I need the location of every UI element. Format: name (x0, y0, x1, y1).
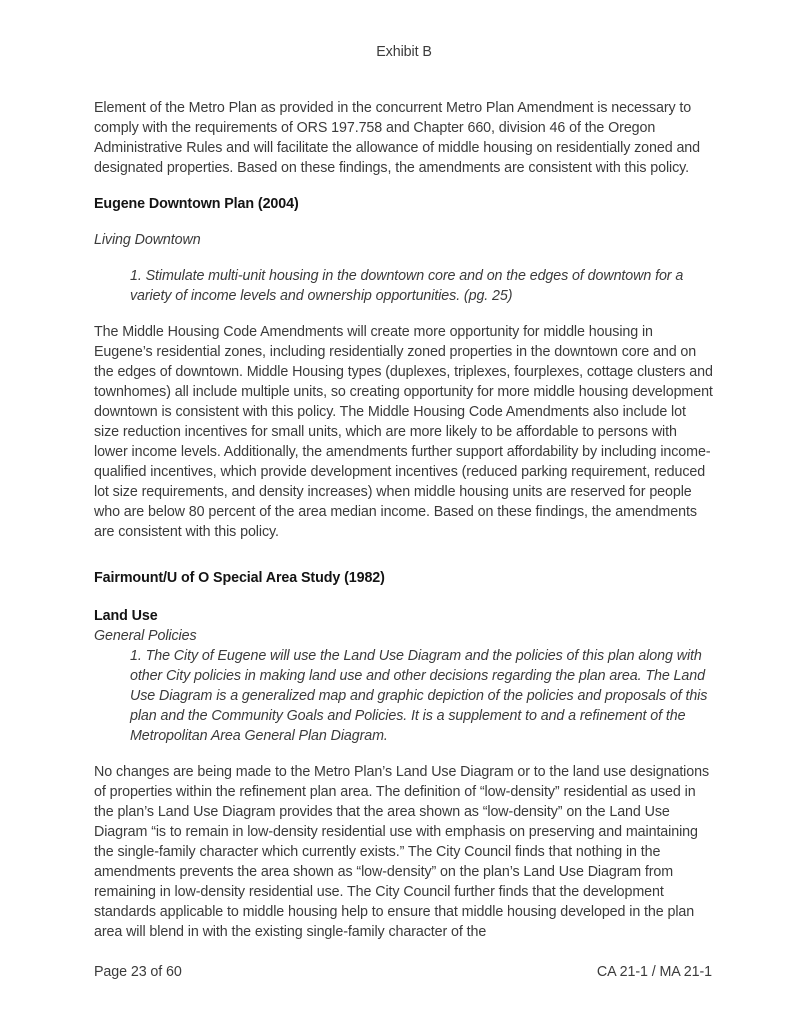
document-content (94, 0, 714, 942)
quote-downtown-policy: 1. Stimulate multi-unit housing in the downtown core and on the edges of downtown for a variety of income levels and ownership opportunities. (pg. 25) (130, 268, 684, 304)
subheading-general-policies: General Policies (94, 628, 197, 644)
heading-fairmount-study: Fairmount/U of O Special Area Study (1982) (94, 570, 385, 586)
quote-land-use-policy: 1. The City of Eugene will use the Land Use Diagram and the policies of this plan along with other City policies in making land use and other decisions regarding the plan area. The Land Use Diagram is a generalized map and graphic depiction of the policies and proposals of this plan and the Community Goals and Policies. It is a supplement to and a refinement of the Metropolitan Area General Plan Diagram. (130, 648, 708, 744)
heading-eugene-downtown-plan: Eugene Downtown Plan (2004) (94, 196, 299, 212)
subheading-living-downtown: Living Downtown (94, 232, 201, 248)
paragraph-middle-housing-findings: The Middle Housing Code Amendments will create more opportunity for middle housing in Eugene’s residential zones, including residentially zoned properties in the downtown core and on the edges of downtown. Middle Housing types (duplexes, triplexes, fourplexes, cottage clusters and townhomes) all include multiple units, so creating opportunity for more middle housing development downtown is consistent with this policy. The Middle Housing Code Amendments also include lot size reduction incentives for small units, which are more likely to be affordable to persons with lower income levels. Additionally, the amendments further support affordability by including income-qualified incentives, which provide development incentives (reduced parking requirement, reduced lot size requirements, and density increases) when middle housing units are reserved for people who are below 80 percent of the area median income. Based on these findings, the amendments are consistent with this policy. (94, 324, 713, 540)
footer-case-number: CA 21-1 / MA 21-1 (596, 964, 712, 980)
document-title: Exhibit B (376, 44, 432, 60)
page-footer (94, 962, 712, 982)
paragraph-metro-plan: Element of the Metro Plan as provided in the concurrent Metro Plan Amendment is necessary to comply with the requirements of ORS 197.758 and Chapter 660, division 46 of the Oregon Administrative Rules and will facilitate the allowance of middle housing on residentially zoned and designated properties. Based on these findings, the amendments are consistent with this policy. (94, 100, 701, 176)
heading-land-use: Land Use (94, 608, 158, 624)
footer-page-number: Page 23 of 60 (94, 964, 182, 980)
paragraph-no-changes-findings: No changes are being made to the Metro Plan’s Land Use Diagram or to the land use designations of properties within the refinement plan area. The definition of “low-density” residential as used in the plan’s Land Use Diagram provides that the area shown as “low-density” on the Land Use Diagram “is to remain in low-density residential use with emphasis on preserving and maintaining the single-family character which currently exists.” The City Council finds that nothing in the amendments prevents the area shown as “low-density” on the plan’s Land Use Diagram from remaining in low-density residential use. The City Council further finds that the development standards applicable to middle housing help to ensure that middle housing developed in the plan area will blend in with the existing single-family character of the (94, 764, 710, 940)
